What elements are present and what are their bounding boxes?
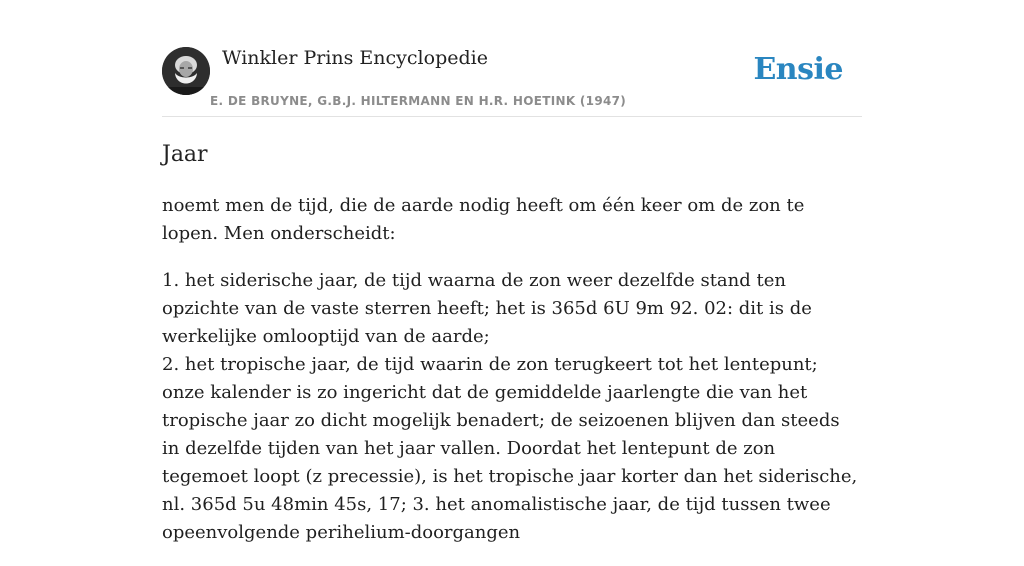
article-title: Jaar xyxy=(162,142,208,167)
article-paragraph-definitions xyxy=(162,267,862,547)
portrait-photo-icon xyxy=(162,47,210,95)
article-body xyxy=(162,192,862,566)
site-title[interactable]: Winkler Prins Encyclopedie xyxy=(222,47,488,69)
author-avatar[interactable] xyxy=(162,47,210,95)
definition-sidereal-year: 1. het siderische jaar, de tijd waarna de zon weer dezelfde stand ten opzichte van de vaste sterren heeft; het is 365d 6U 9m 92. 02: dit is de werkelijke omlooptijd van de aarde; xyxy=(162,270,812,347)
page xyxy=(162,0,862,543)
author-byline: E. DE BRUYNE, G.B.J. HILTERMANN EN H.R. HOETINK (1947) xyxy=(210,94,627,108)
definition-tropical-year: 2. het tropische jaar, de tijd waarin de zon terugkeert tot het lentepunt; onze kalender is zo ingericht dat de gemiddelde jaarlengte die van het tropische jaar zo dicht mogelijk benadert; de seizoenen blijven dan steeds in dezelfde tijden van het jaar vallen. Doordat het lentepunt de zon tegemoet loopt (z precessie), is het tropische jaar korter dan het siderische, nl. 365d 5u 48min 45s, 17; 3. het anomalistische jaar, de tijd tussen twee opeenvolgende perihelium-doorgangen xyxy=(162,354,858,543)
ensie-logo[interactable]: Ensie xyxy=(753,52,843,87)
site-header xyxy=(162,0,862,117)
article-paragraph-intro: noemt men de tijd, die de aarde nodig heeft om één keer om de zon te lopen. Men onderscheidt: xyxy=(162,195,805,244)
